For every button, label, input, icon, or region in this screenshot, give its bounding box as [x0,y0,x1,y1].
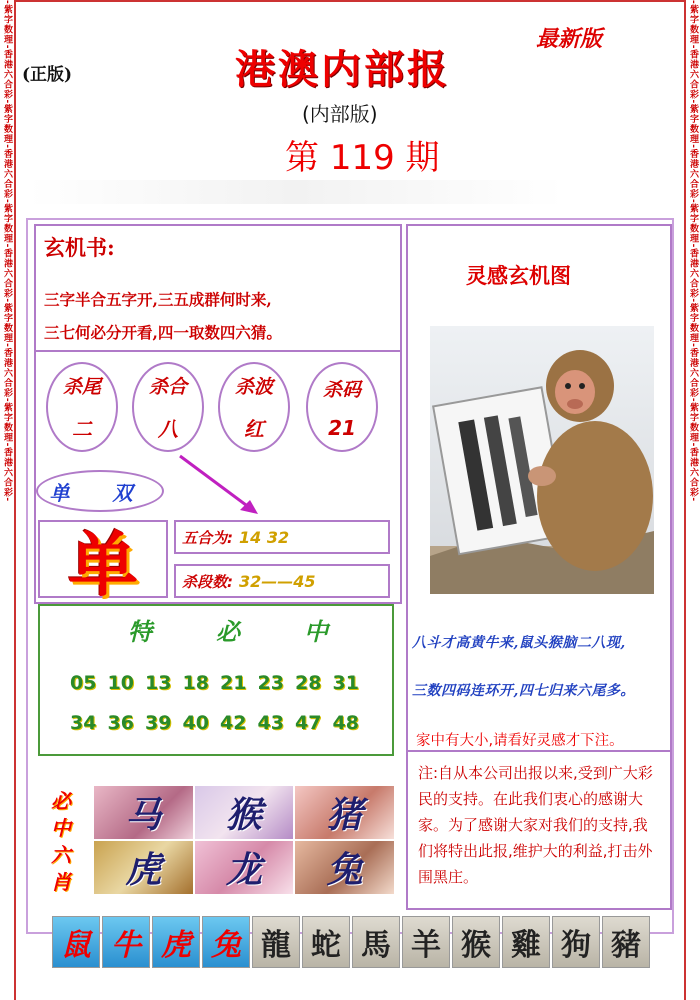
oval-label: 杀合 [148,376,187,398]
zodiac-tile: 狗 [552,916,600,968]
special-number: 40 [182,712,209,734]
zodiac-cell [295,841,394,894]
special-number: 47 [295,712,322,734]
riddle-title: 玄机书: [44,235,115,260]
monkey-illustration [430,326,654,594]
six-zodiac-char: 六 [51,843,71,867]
kill-wave-oval [218,362,290,452]
oval-label: 杀尾 [62,376,101,398]
six-zodiac-label [44,788,78,896]
zodiac-name: 兔 [326,849,363,891]
numbers-row-1 [70,672,370,694]
special-number: 23 [257,672,284,694]
zodiac-name: 虎 [125,849,162,891]
edition-label: (正版) [22,65,73,85]
five-combo-box [174,520,390,554]
zodiac-bar [52,916,650,968]
six-zodiac-char: 肖 [51,870,71,894]
special-number: 42 [220,712,247,734]
special-number: 13 [145,672,172,694]
six-zodiac-char: 中 [51,816,71,840]
kill-segment-value: 32——45 [239,571,316,591]
kill-segment-label: 杀段数: [182,572,233,591]
special-number: 21 [220,672,247,694]
six-zodiac-char: 必 [51,789,71,813]
special-number: 48 [332,712,359,734]
riddle-line: 三字半合五字开,三五成群何时来, [44,290,272,309]
oval-label: 杀码 [322,378,361,401]
zodiac-tile: 豬 [602,916,650,968]
zodiac-tile: 猴 [452,916,500,968]
zodiac-name: 马 [125,794,162,836]
home-line: 家中有大小,请看好灵感才下注。 [416,733,624,749]
zodiac-tile: 馬 [352,916,400,968]
special-number: 31 [332,672,359,694]
oval-value: 二 [72,417,92,441]
special-char: 必 [216,617,240,646]
issue-value: 119 [329,138,395,178]
kill-tail-oval [46,362,118,452]
oval-value: 八 [158,417,178,441]
verse-line: 八斗才高黄牛来,鼠头猴脑二八现, [412,635,626,651]
big-character: 单 [68,522,138,606]
newspaper-title: 港澳内部报 [235,46,450,93]
zodiac-name: 龙 [225,849,262,891]
big-character-box [38,520,168,606]
special-number: 10 [107,672,134,694]
inspiration-title: 灵感玄机图 [466,263,571,288]
special-number: 36 [107,712,134,734]
special-heading [128,612,328,647]
issue-suffix: 期 [405,138,440,178]
zodiac-tile: 兔 [202,916,250,968]
kill-combo-oval [132,362,204,452]
zodiac-tile: 虎 [152,916,200,968]
special-char: 特 [128,617,152,646]
riddle-line: 三七何必分开看,四一取数四六猜。 [44,323,282,342]
six-zodiac-grid [94,786,394,894]
issue-number [285,130,440,179]
five-combo-label: 五合为: [182,528,233,547]
pointer-arrow-icon [176,452,266,522]
kill-segment-box [174,564,390,598]
zodiac-tile: 龍 [252,916,300,968]
latest-edition-label: 最新版 [536,26,603,52]
issue-prefix: 第 [285,138,319,178]
oval-value: 21 [328,415,356,440]
right-border-strip [684,0,700,1000]
oval-value: 红 [244,417,264,441]
special-number: 39 [145,712,172,734]
kill-number-oval [306,362,378,452]
header-shade-band [28,180,564,204]
top-rule [14,0,686,2]
zodiac-tile: 鼠 [52,916,100,968]
zodiac-cell [295,786,394,839]
border-text: -紫字数理-香港六合彩-紫字数理-香港六合彩-紫字数理-香港六合彩-紫字数理-香港六合彩-紫字数理-香港六合彩- [2,0,12,503]
zodiac-tile: 蛇 [302,916,350,968]
zodiac-name: 猪 [326,794,363,836]
zodiac-cell [94,841,193,894]
special-number: 05 [70,672,97,694]
special-number: 28 [295,672,322,694]
notice-box: 注:自从本公司出报以来,受到广大彩民的支持。在此我们衷心的感谢大家。为了感谢大家对我们的支持,我们将特出此报,维护大的利益,打击外围黑庄。 [406,750,672,910]
special-number: 18 [182,672,209,694]
zodiac-tile: 雞 [502,916,550,968]
special-number: 34 [70,712,97,734]
zodiac-cell [195,841,294,894]
divider [36,350,400,352]
five-combo-value: 14 32 [239,527,290,547]
oval-label: 杀波 [234,376,273,398]
zodiac-cell [195,786,294,839]
zodiac-name: 猴 [225,794,262,836]
border-text: -紫字数理-香港六合彩-紫字数理-香港六合彩-紫字数理-香港六合彩-紫字数理-香港六合彩-紫字数理-香港六合彩- [688,0,698,503]
left-border-strip [0,0,16,1000]
odd-even-oval: 单 双 [36,470,164,512]
special-char: 中 [304,617,328,646]
newspaper-subtitle: (内部版) [302,102,378,126]
zodiac-tile: 牛 [102,916,150,968]
special-number: 43 [257,712,284,734]
zodiac-tile: 羊 [402,916,450,968]
monkey-photo [430,326,654,594]
zodiac-cell [94,786,193,839]
numbers-row-2 [70,712,370,734]
verse-line: 三数四码连环开,四七归来六尾多。 [412,683,635,699]
